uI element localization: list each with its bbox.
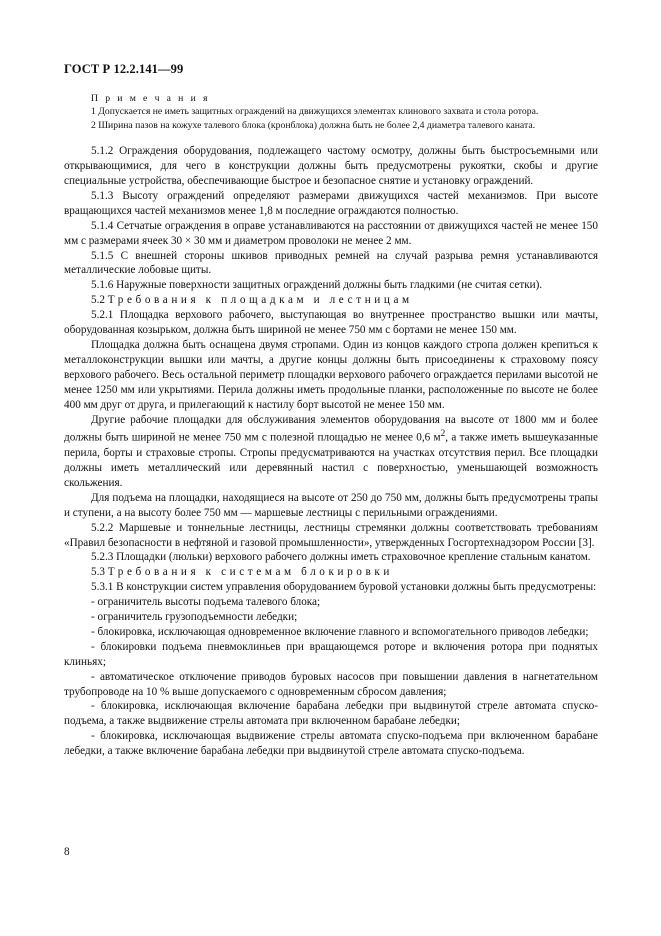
list-item: - блокировка, исключающая включение барабана лебедки при выдвинутой стреле автомата спуско-подъема, а также выдвижение стрелы автомата при включенном барабане лебедки; <box>64 700 598 728</box>
document-header: ГОСТ Р 12.2.141—99 <box>64 62 184 76</box>
paragraph-5-1-4: 5.1.4 Сетчатые ограждения в оправе устанавливаются на расстоянии от движущихся частей не менее 150 мм с размерами ячеек 30 × 30 мм и диаметром проволоки не менее 2 мм. <box>64 219 598 247</box>
note-item: 2 Ширина пазов на кожухе талевого блока (кронблока) должна быть не более 2,4 диаметра талевого каната. <box>91 119 536 131</box>
list-item: - блокировки подъема пневмоклиньев при вращающемся роторе и включения ротора при поднятых клиньях; <box>64 640 598 668</box>
page-number: 8 <box>64 846 70 858</box>
paragraph-5-2-1-ladders: Для подъема на площадки, находящиеся на высоте от 250 до 750 мм, должны быть предусмотрены трапы и ступени, а на высоту более 750 мм — маршевые лестницы с перильными ограждениями. <box>64 491 598 519</box>
list-item: - блокировка, исключающая выдвижение стрелы автомата спуско-подъема при включенном барабане лебедки, а также включение барабана лебедки при выдвинутой стреле автомата спуско-подъема. <box>64 730 598 758</box>
section-number: 5.2 <box>91 294 105 307</box>
text-span: Другие рабочие площадки для обслуживания элементов оборудования на высоте от 1800 мм и более должны быть шириной не менее 750 мм с полезной площадью не менее 0,6 м <box>64 413 598 445</box>
section-number: 5.3 <box>91 566 105 579</box>
superscript: 2 <box>440 429 446 440</box>
paragraph-5-3-1: 5.3.1 В конструкции систем управления оборудованием буровой установки должны быть предусмотрены: <box>91 581 597 594</box>
page-content <box>64 92 598 759</box>
list-item: - ограничитель высоты подъема талевого блока; <box>91 596 321 609</box>
section-title: Требования к площадкам и лестницам <box>107 294 413 307</box>
list-item: - ограничитель грузоподъемности лебедки; <box>91 611 298 624</box>
paragraph-5-1-5: 5.1.5 С внешней стороны шкивов приводных ремней на случай разрыва ремня устанавливаются металлические лобовые щиты. <box>64 249 598 277</box>
paragraph-5-2-1-platforms <box>64 413 598 491</box>
section-heading-5-2 <box>64 293 598 308</box>
note-item: 1 Допускается не иметь защитных ограждений на движущихся элементах клинового захвата и стола ротора. <box>91 106 539 118</box>
section-heading-5-3 <box>64 565 598 580</box>
notes-title: П р и м е ч а н и я <box>91 93 210 104</box>
text-span: , а также иметь вышеуказанные перила, борты и страховые стропы. Стропы предусматриваются на участках отсутствия перил. Все площадки должны иметь металлический или деревянный настил с поверхностью, уменьшающей возможность скольжения. <box>64 432 598 489</box>
list-item: - автоматическое отключение приводов буровых насосов при повышении давления в нагнетательном трубопроводе на 10 % выше допускаемого с одновременным сбросом давления; <box>64 670 598 698</box>
section-title: Требования к системам блокировки <box>107 566 394 579</box>
paragraph-5-2-3: 5.2.3 Площадки (люльки) верхового рабочего должны иметь страховочное крепление стальным канатом. <box>91 551 591 564</box>
paragraph-5-1-6: 5.1.6 Наружные поверхности защитных ограждений должны быть гладкими (не считая сетки). <box>91 279 543 292</box>
paragraph-5-2-1: 5.2.1 Площадка верхового рабочего, выступающая во внутреннее пространство вышки или мачты, оборудованная козырьком, должна быть шириной не менее 750 мм с бортами не менее 150 мм. <box>64 309 598 337</box>
paragraph-5-2-2: 5.2.2 Маршевые и тоннельные лестницы, лестницы стремянки должны соответствовать требованиям «Правил безопасности в нефтяной и газовой промышленности», утвержденных Госгортехнадзором России [3]. <box>64 521 598 549</box>
list-item: - блокировка, исключающая одновременное включение главного и вспомогательного приводов лебедки; <box>91 625 589 638</box>
paragraph-5-1-2: 5.1.2 Ограждения оборудования, подлежащего частому осмотру, должны быть быстросъемными или открывающимися, для чего в конструкции должны быть предусмотрены рукоятки, скобы и другие специальные устройства, обеспечивающие быстрое и безопасное снятие и установку ограждений. <box>64 145 598 188</box>
paragraph-5-2-1-straps: Площадка должна быть оснащена двумя стропами. Один из концов каждого стропа должен крепиться к металлоконструкции вышки или мачты, а другие концы должны быть присоединены к страховому поясу верхового рабочего. Весь остальной периметр площадки верхового рабочего ограждается перилами высотой не менее 1250 мм или укрытиями. Перила должны иметь продольные планки, расположенные по высоте не более 400 мм друг от друга, и прилегающий к настилу борт высотой не менее 150 мм. <box>64 339 598 411</box>
paragraph-5-1-3: 5.1.3 Высоту ограждений определяют размерами движущихся частей механизмов. При высоте вращающихся частей механизмов менее 1,8 м последние ограждаются полностью. <box>64 189 598 217</box>
notes-block <box>64 92 598 132</box>
